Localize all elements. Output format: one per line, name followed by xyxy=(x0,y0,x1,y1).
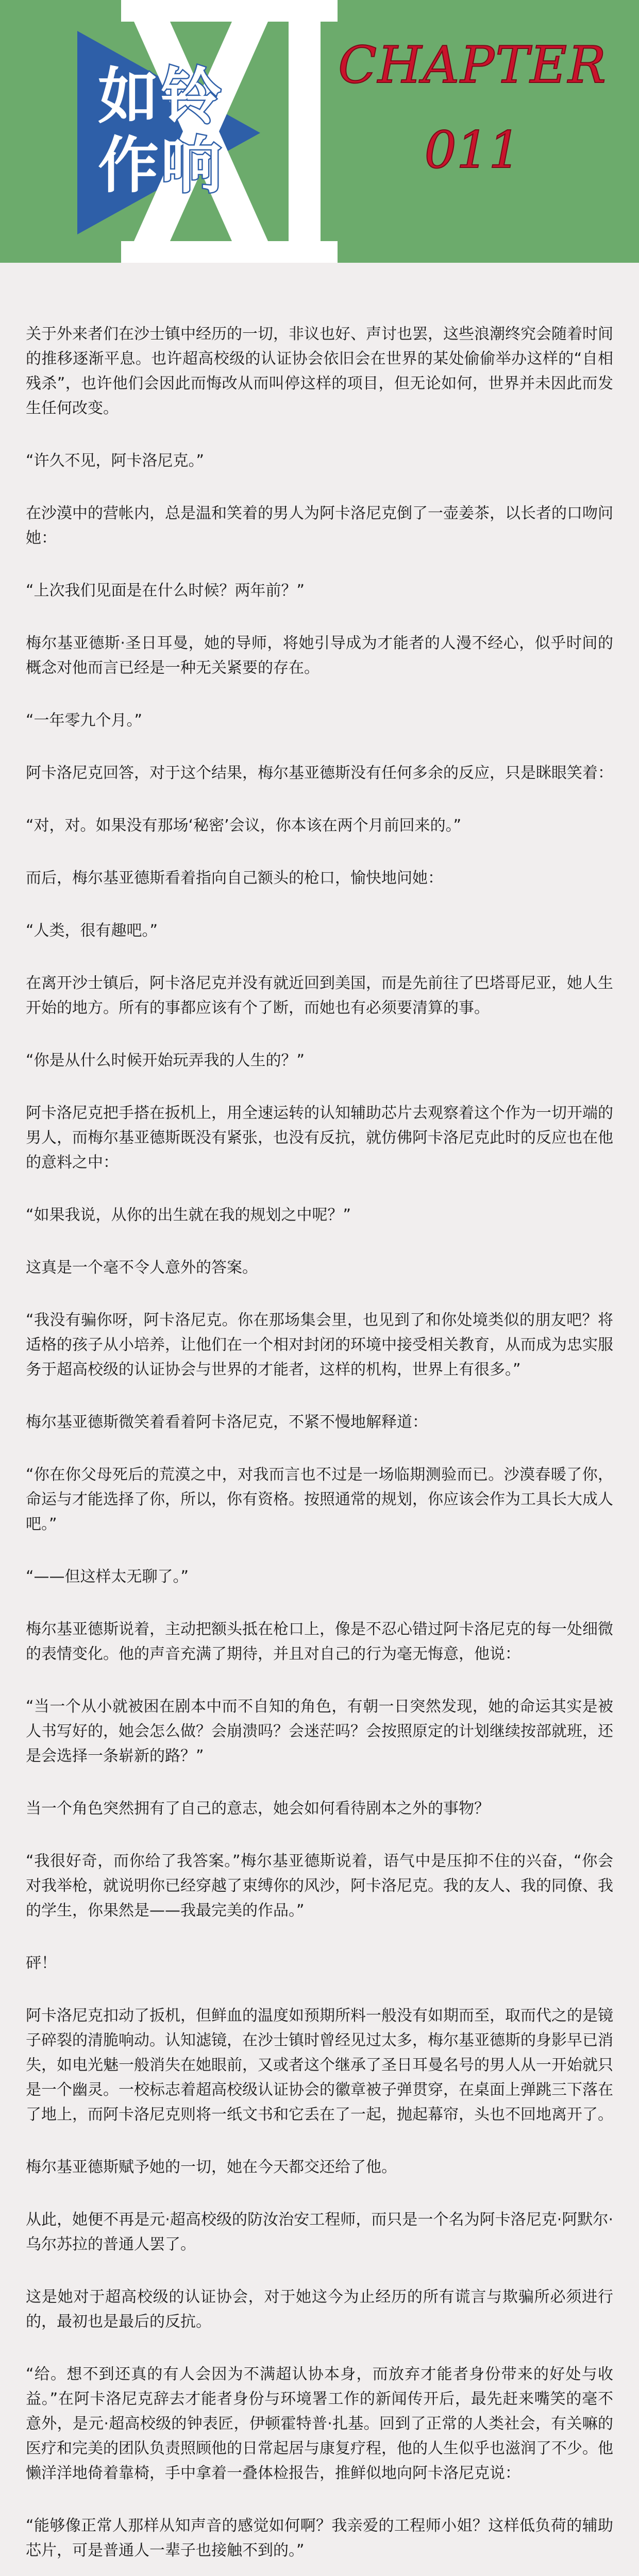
story-paragraph: “上次我们见面是在什么时候？两年前？” xyxy=(26,582,305,600)
logo-line-2: 作响 xyxy=(98,130,224,201)
story-paragraph: 关于外来者们在沙士镇中经历的一切，非议也好、声讨也罢，这些浪潮终究会随着时间的推移逐渐平息。也许超高校级的认证协会依旧会在世界的某处偷偷举办这样的“自相残杀”，也许他们会因此而悔改从而叫停这样的项目，但无论如何，世界并未因此而发生任何改变。 xyxy=(26,325,613,417)
story-paragraph: 砰！ xyxy=(26,1954,57,1972)
story-paragraph: “我很好奇，而你给了我答案。”梅尔基亚德斯说着，语气中是压抑不住的兴奋，“你会对我举枪，就说明你已经穿越了束缚你的风沙，阿卡洛尼克。我的友人、我的同僚、我的学生，你果然是——我最完美的作品。” xyxy=(26,1852,613,1920)
story-paragraph: 这真是一个毫不令人意外的答案。 xyxy=(26,1259,258,1277)
story-paragraph: “你在你父母死后的荒漠之中，对我而言也不过是一场临期测验而已。沙漠春暖了你，命运与才能选择了你，所以，你有资格。按照通常的规划，你应该会作为工具长大成人吧。” xyxy=(26,1466,613,1533)
story-paragraph: “当一个从小就被困在剧本中而不自知的角色，有朝一日突然发现，她的命运其实是被人书写好的，她会怎么做？会崩溃吗？会迷茫吗？会按照原定的计划继续按部就班，还是会选择一条崭新的路？” xyxy=(26,1698,613,1765)
chapter-label: CHAPTER xyxy=(338,36,607,95)
story-paragraph: 梅尔基亚德斯赋予她的一切，她在今天都交还给了他。 xyxy=(26,2158,397,2176)
story-paragraph: “一年零九个月。” xyxy=(26,711,143,730)
story-paragraph: 从此，她便不再是元·超高校级的防汝治安工程师，而只是一个名为阿卡洛尼克·阿默尔·乌尔苏拉的普通人罢了。 xyxy=(26,2211,613,2253)
story-paragraph: 阿卡洛尼克扣动了扳机，但鲜血的温度如预期所料一般没有如期而至，取而代之的是镜子碎裂的清脆响动。认知滤镜，在沙士镇时曾经见过太多，梅尔基亚德斯的身影早已消失，如电光魅一般消失在她眼前，又或者这个继承了圣日耳曼名号的男人从一开始就只是一个幽灵。一校标志着超高校级认证协会的徽章被子弹贯穿，在桌面上弹跳三下落在了地上，而阿卡洛尼克则将一纸文书和它丢在了一起，抛起幕帘，头也不回地离开了。 xyxy=(26,2007,613,2124)
story-paragraph: “——但这样太无聊了。” xyxy=(26,1568,189,1586)
story-paragraph: “你是从什么时候开始玩弄我的人生的？” xyxy=(26,1052,305,1070)
story-paragraph: “人类，很有趣吧。” xyxy=(26,922,158,940)
story-paragraph: 阿卡洛尼克把手搭在扳机上，用全速运转的认知辅助芯片去观察着这个作为一切开端的男人，而梅尔基亚德斯既没有紧张，也没有反抗，就仿佛阿卡洛尼克此时的反应也在他的意料之中： xyxy=(26,1104,613,1172)
book-logo xyxy=(98,62,273,200)
story-paragraph: 阿卡洛尼克回答，对于这个结果，梅尔基亚德斯没有任何多余的反应，只是眯眼笑着： xyxy=(26,764,613,782)
chapter-body xyxy=(26,322,613,2576)
story-paragraph: “如果我说，从你的出生就在我的规划之中呢？” xyxy=(26,1206,351,1224)
story-paragraph: 在离开沙士镇后，阿卡洛尼克并没有就近回到美国，而是先前往了巴塔哥尼亚，她人生开始的地方。所有的事都应该有个了断，而她也有必须要清算的事。 xyxy=(26,974,613,1017)
story-paragraph: 当一个角色突然拥有了自己的意志，她会如何看待剧本之外的事物？ xyxy=(26,1800,490,1818)
story-paragraph: 梅尔基亚德斯微笑着看着阿卡洛尼克，不紧不慢地解释道： xyxy=(26,1413,428,1431)
chapter-number: 011 xyxy=(424,121,521,180)
story-paragraph: “能够像正常人那样从知声音的感觉如何啊？我亲爱的工程师小姐？这样低负荷的辅助芯片，可是普通人一辈子也接触不到的。” xyxy=(26,2517,613,2560)
story-paragraph: “给。想不到还真的有人会因为不满超认协本身，而放弃才能者身份带来的好处与收益。”在阿卡洛尼克辞去才能者身份与环境署工作的新闻传开后，最先赶来嘴笑的毫不意外，是元·超高校级的钟表匠，伊顿霍特普·扎基。回到了正常的人类社会，有关嘛的医疗和完美的团队负责照顾他的日常起居与康复疗程，他的人生似乎也滋润了不少。他懒洋洋地倚着靠椅，手中拿着一叠体检报告，推鲜似地向阿卡洛尼克说： xyxy=(26,2365,613,2482)
chapter-banner xyxy=(0,0,639,263)
story-paragraph: “对，对。如果没有那场‘秘密’会议，你本该在两个月前回来的。” xyxy=(26,817,462,835)
story-paragraph: “我没有骗你呀，阿卡洛尼克。你在那场集会里，也见到了和你处境类似的朋友吧？将适格的孩子从小培养，让他们在一个相对封闭的环境中接受相关教育，从而成为忠实服务于超高校级的认证协会与世界的才能者，这样的机构，世界上有很多。” xyxy=(26,1311,613,1379)
story-paragraph: 在沙漠中的营帐内，总是温和笑着的男人为阿卡洛尼克倒了一壶姜茶，以长者的口吻问她： xyxy=(26,504,613,547)
story-paragraph: 梅尔基亚德斯说着，主动把额头抵在枪口上，像是不忍心错过阿卡洛尼克的每一处细微的表情变化。他的声音充满了期待，并且对自己的行为毫无悔意，他说： xyxy=(26,1620,613,1663)
story-paragraph: 这是她对于超高校级的认证协会，对于她这今为止经历的所有谎言与欺骗所必须进行的，最初也是最后的反抗。 xyxy=(26,2288,613,2331)
story-paragraph: “许久不见，阿卡洛尼克。” xyxy=(26,452,205,470)
story-paragraph: 梅尔基亚德斯·圣日耳曼，她的导师，将她引导成为才能者的人漫不经心，似乎时间的概念对他而言已经是一种无关紧要的存在。 xyxy=(26,634,613,677)
logo-line-1: 如铃 xyxy=(98,61,224,132)
story-paragraph: 而后，梅尔基亚德斯看着指向自己额头的枪口，愉快地问她： xyxy=(26,869,443,887)
